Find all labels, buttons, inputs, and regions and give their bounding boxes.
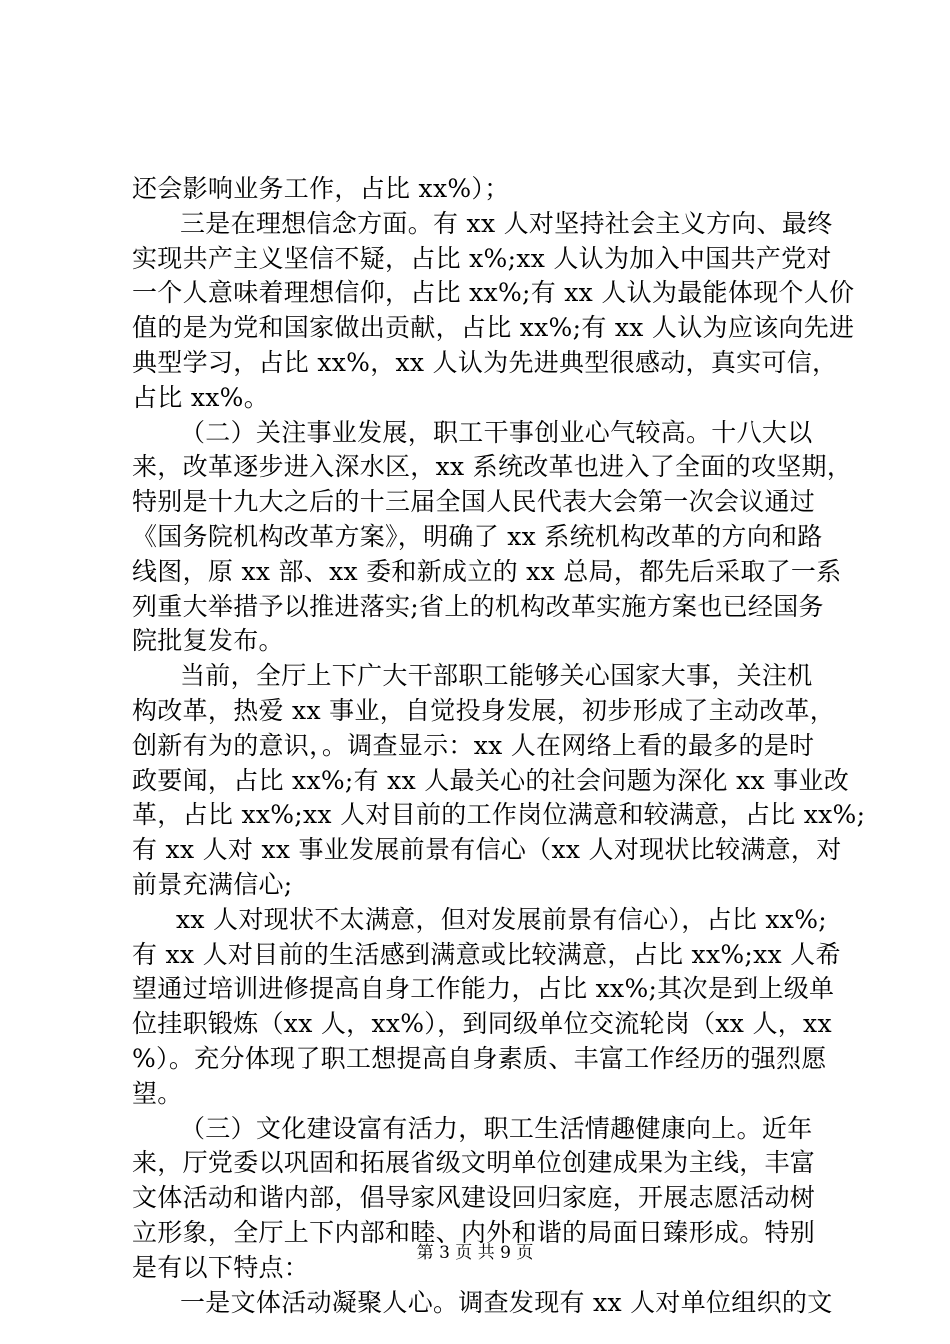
text-line: 位挂职锻炼（xx 人，xx%），到同级单位交流轮岗（xx 人，xx [132,1009,832,1039]
text-line: %）。充分体现了职工想提高自身素质、丰富工作经历的强烈愿 [132,1043,827,1073]
page-footer: 第 3 页 共 9 页 [416,1243,534,1263]
text-line: 构改革，热爱 xx 事业，自觉投身发展，初步形成了主动改革， [132,695,836,725]
text-line: 值的是为党和国家做出贡献，占比 xx%;有 xx 人认为应该向先进 [132,313,855,343]
text-line: 有 xx 人对 xx 事业发展前景有信心（xx 人对现状比较满意，对 [132,835,842,865]
text-line: 列重大举措予以推进落实;省上的机构改革实施方案也已经国务 [132,591,824,621]
text-line: 当前，全厅上下广大干部职工能够关心国家大事，关注机 [180,661,813,691]
text-line: 还会影响业务工作，占比 xx%）； [132,174,510,203]
text-line: 院批复发布。 [132,626,284,656]
text-line: 有 xx 人对目前的生活感到满意或比较满意，占比 xx%;xx 人希 [132,939,841,969]
text-line: 占比 xx%。 [132,382,270,412]
text-line: 文体活动和谐内部，倡导家风建设回归家庭，开展志愿活动树 [132,1183,816,1213]
text-line: 政要闻，占比 xx%;有 xx 人最关心的社会问题为深化 xx 事业改 [132,765,850,795]
text-line: 一是文体活动凝聚人心。调查发现有 xx 人对单位组织的文 [180,1287,833,1317]
text-line: 望。 [132,1078,183,1108]
text-line: 实现共产主义坚信不疑，占比 x%;xx 人认为加入中国共产党对 [132,243,832,273]
text-line: 《国务院机构改革方案》，明确了 xx 系统机构改革的方向和路 [132,521,823,551]
text-line: 线图，原 xx 部、xx 委和新成立的 xx 总局，都先后采取了一系 [132,556,842,586]
text-line: 来，改革逐步进入深水区，xx 系统改革也进入了全面的攻坚期， [132,452,853,482]
document-body [132,172,866,1320]
text-line: 三是在理想信念方面。有 xx 人对坚持社会主义方向、最终 [180,208,833,238]
text-line: 是有以下特点： [132,1252,310,1282]
text-line: （三）文化建设富有活力，职工生活情趣健康向上。近年 [180,1113,813,1143]
text-line: 立形象，全厅上下内部和睦、内外和谐的局面日臻形成。特别 [132,1217,816,1247]
text-line: 一个人意味着理想信仰，占比 xx%;有 xx 人认为最能体现个人价 [132,278,855,308]
text-line: 特别是十九大之后的十三届全国人民代表大会第一次会议通过 [132,487,816,517]
text-line: xx 人对现状不太满意，但对发展前景有信心），占比 xx%; [176,904,827,934]
text-line: （二）关注事业发展，职工干事创业心气较高。十八大以 [180,417,813,447]
text-line: 前景充满信心; [132,869,293,899]
text-line: 革，占比 xx%;xx 人对目前的工作岗位满意和较满意，占比 xx%; [132,800,866,830]
text-line: 创新有为的意识，。调查显示：xx 人在网络上看的最多的是时 [132,730,815,760]
text-line: 望通过培训进修提高自身工作能力，占比 xx%;其次是到上级单 [132,974,835,1004]
text-line: 典型学习，占比 xx%，xx 人认为先进典型很感动，真实可信， [132,347,838,377]
text-line: 来，厅党委以巩固和拓展省级文明单位创建成果为主线，丰富 [132,1148,816,1178]
